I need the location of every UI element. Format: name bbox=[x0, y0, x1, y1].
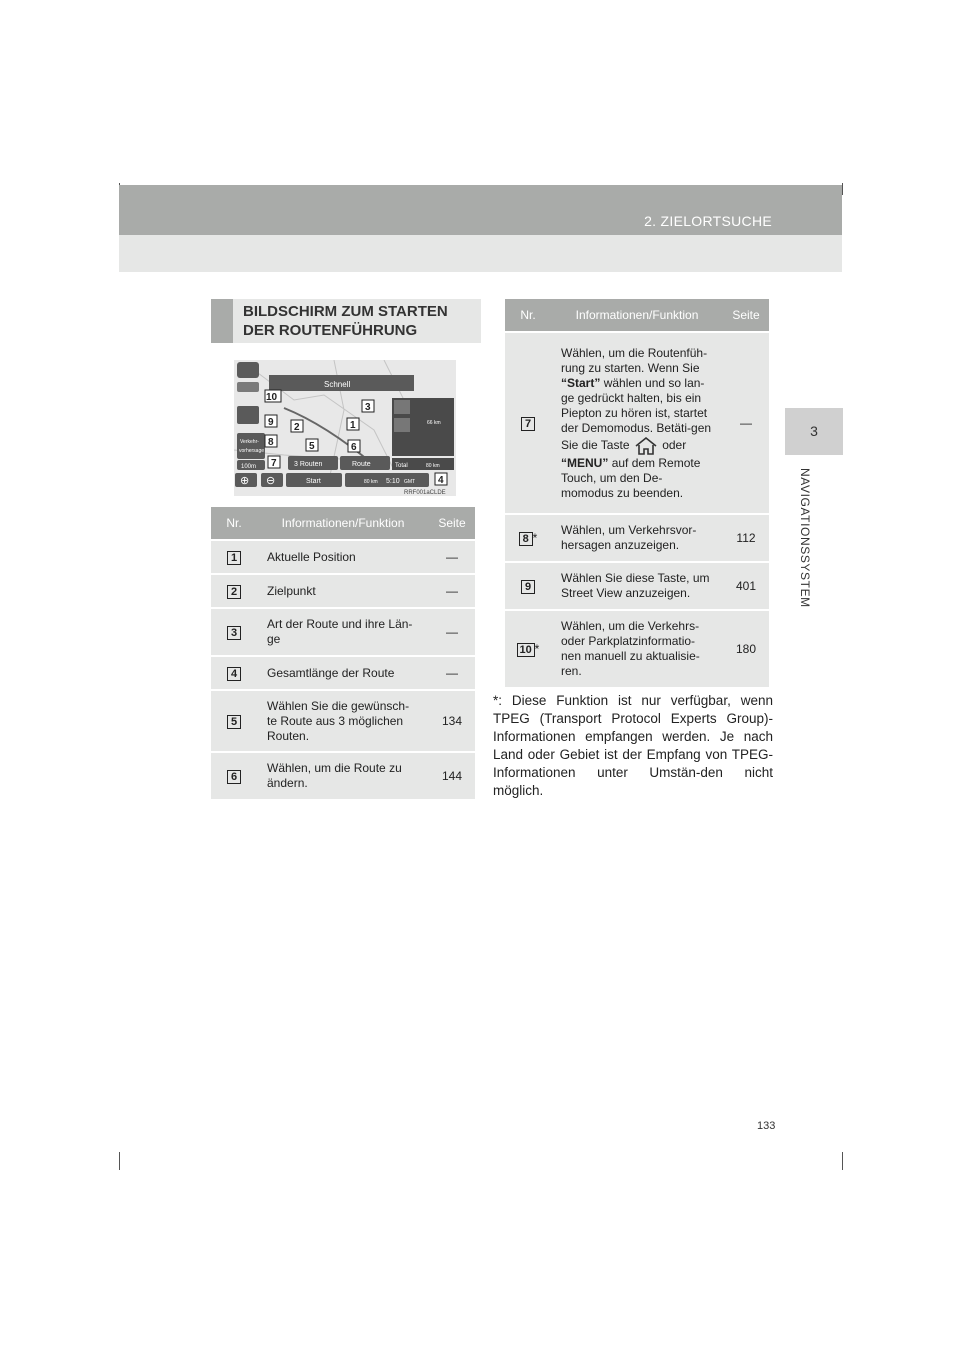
total-distance: 80 km bbox=[426, 463, 440, 469]
home-icon bbox=[633, 436, 659, 456]
callout-8: 8 bbox=[268, 437, 274, 448]
figure-code: RRF001aCLDE bbox=[404, 490, 446, 496]
table-row bbox=[211, 575, 475, 607]
callout-7: 7 bbox=[271, 458, 277, 469]
footnote: *: Diese Funktion ist nur verfügbar, wenn TPEG (Transport Protocol Experts Group)-Informationen empfangen werden. Je nach Land oder Gebiet ist der Empfang von TPEG-Informationen unter Umstän-den nicht möglich. bbox=[493, 693, 773, 798]
callout-10: 10 bbox=[266, 392, 278, 403]
row7-text-1: Wählen, um die Routenfüh-rung zu starten. Wenn Sie bbox=[561, 345, 708, 375]
table-row bbox=[505, 333, 769, 513]
row-info: Zielpunkt bbox=[257, 575, 429, 607]
row-info: Wählen, um die Route zu ändern. bbox=[257, 753, 429, 799]
routes-button: 3 Routen bbox=[294, 461, 323, 468]
row-number: 3 bbox=[227, 626, 241, 640]
svg-text:⊕: ⊕ bbox=[240, 475, 250, 487]
total-label: Total bbox=[395, 463, 408, 469]
row-number: 1 bbox=[227, 551, 241, 565]
callout-9: 9 bbox=[268, 417, 274, 428]
arrival-time: 5:10 bbox=[386, 478, 400, 485]
col-header-page: Seite bbox=[429, 507, 475, 539]
page-header bbox=[119, 185, 842, 235]
row-number: 6 bbox=[227, 770, 241, 784]
page-header-band bbox=[119, 235, 842, 272]
table-header-row bbox=[505, 299, 769, 331]
table-row bbox=[505, 563, 769, 609]
start-button: Start bbox=[306, 478, 321, 485]
row-page: 144 bbox=[429, 753, 475, 799]
table-row bbox=[211, 691, 475, 751]
section-title-bar bbox=[211, 299, 233, 343]
row-info: Art der Route und ihre Län-ge bbox=[257, 609, 429, 655]
row-number: 4 bbox=[227, 667, 241, 681]
bottom-distance: 80 km bbox=[364, 479, 378, 485]
row-page: — bbox=[429, 657, 475, 689]
chapter-label: NAVIGATIONSSYSTEM bbox=[798, 468, 812, 608]
table-row bbox=[211, 753, 475, 799]
row-page: 134 bbox=[429, 691, 475, 751]
callout-6: 6 bbox=[351, 442, 357, 453]
table-row bbox=[211, 657, 475, 689]
row-page: 401 bbox=[723, 563, 769, 609]
col-header-nr: Nr. bbox=[211, 507, 257, 539]
row-info: Wählen Sie diese Taste, um Street View anzuzeigen. bbox=[551, 563, 723, 609]
row7-text-3: oder bbox=[662, 437, 687, 452]
row-page: 112 bbox=[723, 515, 769, 561]
table-row bbox=[211, 541, 475, 573]
table-row bbox=[211, 609, 475, 655]
row-number: 5 bbox=[227, 715, 241, 729]
row-number: 8 bbox=[519, 532, 533, 546]
info-table-2 bbox=[505, 297, 769, 689]
row-info: Wählen Sie die gewünsch-te Route aus 3 möglichen Routen. bbox=[257, 691, 429, 751]
forecast-label-1: Verkehr- bbox=[240, 439, 259, 445]
section-title-line-1: BILDSCHIRM ZUM STARTEN bbox=[243, 303, 448, 320]
table-row bbox=[505, 611, 769, 687]
row-page: — bbox=[429, 609, 475, 655]
navigation-screen-figure bbox=[234, 360, 456, 496]
crop-mark bbox=[842, 1152, 843, 1170]
row-info: Wählen, um die Verkehrs- oder Parkplatzinformatio-nen manuell zu aktualisie-ren. bbox=[551, 611, 723, 687]
route-type-banner: Schnell bbox=[324, 380, 351, 389]
row-info: Gesamtlänge der Route bbox=[257, 657, 429, 689]
route-distance: 66 km bbox=[427, 420, 441, 426]
footnote-mark: * bbox=[534, 641, 540, 656]
svg-text:⊖: ⊖ bbox=[266, 475, 276, 487]
col-header-nr: Nr. bbox=[505, 299, 551, 331]
route-button: Route bbox=[352, 461, 371, 468]
callout-4: 4 bbox=[438, 475, 444, 486]
section-title bbox=[211, 299, 481, 343]
row-number: 9 bbox=[521, 580, 535, 594]
row-number: 7 bbox=[521, 417, 535, 431]
row-page: — bbox=[429, 575, 475, 607]
row7-text-4: auf dem Remote Touch, um den De-momodus zu beenden. bbox=[561, 455, 701, 500]
row7-text-2: wählen und so lan-ge gedrückt halten, bis ein Piepton zu hören ist, startet der Demomodus. Betäti-gen Sie die Taste bbox=[561, 375, 712, 452]
scale-label: 100m bbox=[241, 464, 257, 470]
row-page: — bbox=[723, 333, 769, 513]
start-button-reference: “Start” bbox=[561, 375, 601, 390]
callout-5: 5 bbox=[309, 441, 315, 452]
row-info: Wählen, um Verkehrsvor-hersagen anzuzeigen. bbox=[551, 515, 723, 561]
page-number: 133 bbox=[757, 1120, 776, 1132]
col-header-info: Informationen/Funktion bbox=[257, 507, 429, 539]
callout-2: 2 bbox=[294, 422, 300, 433]
section-title-line-2: DER ROUTENFÜHRUNG bbox=[243, 322, 418, 339]
crop-mark bbox=[842, 183, 843, 195]
row-number: 10 bbox=[517, 643, 535, 657]
forecast-label-2: vorhersage bbox=[239, 448, 265, 454]
row-info: Aktuelle Position bbox=[257, 541, 429, 573]
row-page: 180 bbox=[723, 611, 769, 687]
table-header-row bbox=[211, 507, 475, 539]
footnote-mark: * bbox=[532, 530, 538, 545]
chapter-tab: 3 bbox=[785, 408, 843, 455]
row-info bbox=[551, 333, 723, 513]
col-header-page: Seite bbox=[723, 299, 769, 331]
table-row bbox=[505, 515, 769, 561]
section-header-title: 2. ZIELORTSUCHE bbox=[644, 213, 772, 229]
callout-1: 1 bbox=[350, 420, 356, 431]
row-page: — bbox=[429, 541, 475, 573]
time-zone: GMT bbox=[404, 479, 416, 485]
crop-mark bbox=[119, 1152, 120, 1170]
callout-3: 3 bbox=[365, 402, 371, 413]
row-number: 2 bbox=[227, 585, 241, 599]
menu-button-reference: “MENU” bbox=[561, 455, 609, 470]
info-table-1 bbox=[211, 505, 475, 801]
col-header-info: Informationen/Funktion bbox=[551, 299, 723, 331]
